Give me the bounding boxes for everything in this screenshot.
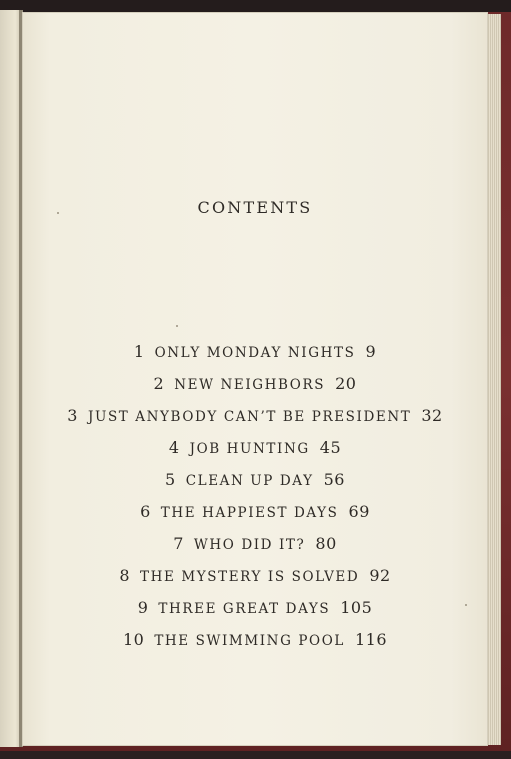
toc-entry <box>22 470 488 489</box>
toc-entry <box>22 374 488 393</box>
contents-page <box>22 12 488 746</box>
toc-entry <box>22 630 488 649</box>
chapter-page: 32 <box>421 406 443 425</box>
chapter-page: 116 <box>354 630 388 649</box>
toc-entry <box>22 502 488 521</box>
toc-entry <box>22 566 488 585</box>
chapter-title: WHO DID IT? <box>193 537 306 553</box>
chapter-number: 1 <box>133 342 145 361</box>
chapter-number: 3 <box>67 406 78 425</box>
chapter-number: 8 <box>119 566 130 585</box>
chapter-title: THE MYSTERY IS SOLVED <box>140 569 360 585</box>
chapter-page: 20 <box>335 374 357 393</box>
chapter-page: 45 <box>319 438 342 457</box>
page-stack-edges <box>487 14 501 745</box>
chapter-number: 7 <box>173 534 184 553</box>
chapter-page: 92 <box>369 566 391 585</box>
chapter-page: 9 <box>365 342 377 361</box>
left-page-edge <box>0 10 23 747</box>
scan-border-bottom <box>0 751 511 759</box>
toc-entry <box>22 438 488 457</box>
chapter-page: 69 <box>348 502 370 521</box>
chapter-number: 4 <box>168 438 180 457</box>
chapter-number: 5 <box>165 470 176 489</box>
toc-entry <box>22 534 488 553</box>
chapter-number: 2 <box>153 374 165 393</box>
chapter-title: JOB HUNTING <box>189 441 310 457</box>
chapter-title: ONLY MONDAY NIGHTS <box>154 345 356 361</box>
scan-border-top <box>0 0 511 12</box>
chapter-title: CLEAN UP DAY <box>185 473 314 489</box>
toc-entry <box>22 406 488 425</box>
chapter-page: 56 <box>323 470 345 489</box>
paper-speck <box>465 604 467 606</box>
chapter-title: NEW NEIGHBORS <box>174 377 326 393</box>
contents-heading: CONTENTS <box>197 198 313 217</box>
toc-entry <box>22 598 488 617</box>
toc-entry <box>22 342 488 361</box>
chapter-title: THE HAPPIEST DAYS <box>160 505 339 521</box>
paper-speck <box>176 325 178 327</box>
chapter-page: 105 <box>340 598 373 617</box>
chapter-number: 10 <box>122 630 145 649</box>
chapter-page: 80 <box>315 534 337 553</box>
chapter-number: 9 <box>137 598 149 617</box>
paper-speck <box>57 212 59 214</box>
chapter-title: JUST ANYBODY CAN’T BE PRESIDENT <box>87 409 412 425</box>
chapter-title: THREE GREAT DAYS <box>158 601 331 617</box>
chapter-number: 6 <box>140 502 151 521</box>
chapter-title: THE SWIMMING POOL <box>154 633 345 649</box>
